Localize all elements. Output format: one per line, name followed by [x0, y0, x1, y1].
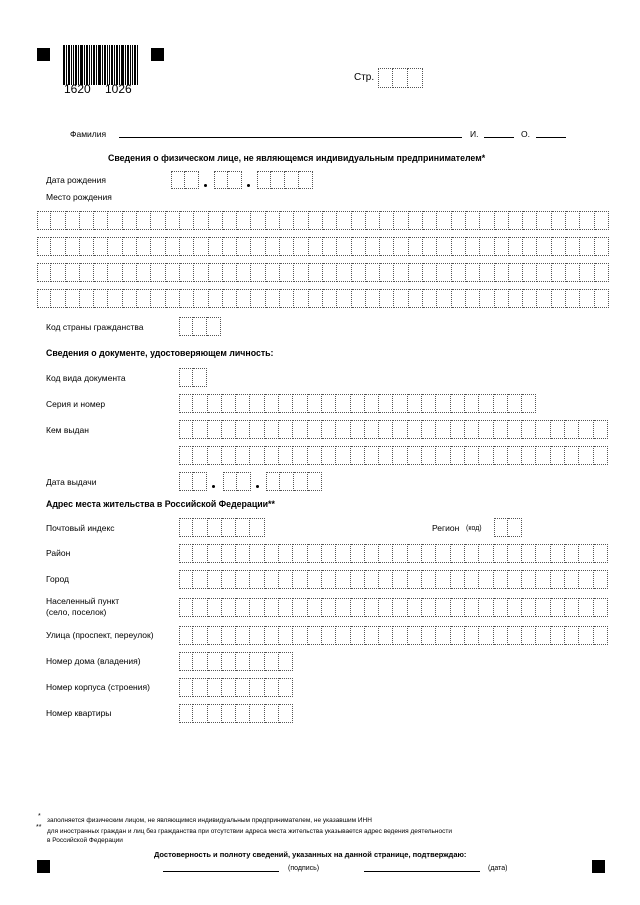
corner-marker-bottom-left [37, 860, 50, 873]
footnote-star-1: * [38, 813, 41, 820]
city-label: Город [46, 574, 69, 584]
page-label: Стр. [354, 72, 375, 83]
district-label: Район [46, 548, 71, 558]
birth-day-cells[interactable] [171, 171, 199, 189]
series-number-label: Серия и номер [46, 399, 106, 409]
issued-by-cells-row-1[interactable] [179, 420, 608, 439]
house-label: Номер дома (владения) [46, 656, 141, 666]
building-label: Номер корпуса (строения) [46, 682, 150, 692]
apartment-label: Номер квартиры [46, 708, 112, 718]
initial-i-label: И. [470, 129, 479, 139]
surname-label: Фамилия [70, 129, 107, 139]
footnote-2-line-1: для иностранных граждан и лиц без гражданства при отсутствии адреса места жительства указывается адрес ведения деятельности [47, 828, 452, 835]
surname-line[interactable] [119, 137, 462, 138]
postal-code-cells[interactable] [179, 518, 265, 537]
postal-code-label: Почтовый индекс [46, 523, 115, 533]
date-caption: (дата) [488, 865, 508, 872]
issued-by-cells-row-2[interactable] [179, 446, 608, 465]
date-line[interactable] [364, 871, 480, 872]
birth-place-cells-row-3[interactable] [37, 263, 609, 282]
section-document-title: Сведения о документе, удостоверяющем личность: [46, 348, 274, 358]
issue-date-label: Дата выдачи [46, 477, 97, 487]
street-cells[interactable] [179, 626, 608, 645]
corner-marker-top-right [151, 48, 164, 61]
initial-i-line[interactable] [484, 137, 514, 138]
signature-line[interactable] [163, 871, 279, 872]
initial-o-label: О. [521, 129, 530, 139]
footnote-1: заполняется физическим лицом, не являющимся индивидуальным предпринимателем, не указавшим ИНН [47, 817, 372, 824]
barcode-number-right: 1026 [105, 82, 132, 96]
birth-date-dot-1 [204, 184, 207, 187]
issue-date-dot-2 [256, 485, 259, 488]
issued-by-label: Кем выдан [46, 425, 89, 435]
footnote-star-2: ** [36, 824, 42, 831]
section-address-title: Адрес места жительства в Российской Федерации** [46, 499, 275, 509]
series-number-cells[interactable] [179, 394, 536, 413]
doc-type-code-cells[interactable] [179, 368, 207, 387]
page-number-cells[interactable] [378, 68, 423, 88]
corner-marker-bottom-right [592, 860, 605, 873]
birth-place-cells-row-4[interactable] [37, 289, 609, 308]
street-label: Улица (проспект, переулок) [46, 630, 154, 640]
house-cells[interactable] [179, 652, 293, 671]
settlement-label-line-2: (село, поселок) [46, 607, 107, 617]
doc-type-code-label: Код вида документа [46, 373, 126, 383]
region-label: Регион [432, 523, 460, 533]
confirmation-text: Достоверность и полноту сведений, указанных на данной странице, подтверждаю: [154, 850, 467, 859]
initial-o-line[interactable] [536, 137, 566, 138]
building-cells[interactable] [179, 678, 293, 697]
barcode [63, 45, 139, 85]
birth-date-label: Дата рождения [46, 175, 106, 185]
corner-marker-top-left [37, 48, 50, 61]
section-person-title: Сведения о физическом лице, не являющемся индивидуальным предпринимателем* [108, 153, 486, 163]
city-cells[interactable] [179, 570, 608, 589]
signature-caption: (подпись) [288, 865, 320, 872]
birth-date-dot-2 [247, 184, 250, 187]
district-cells[interactable] [179, 544, 608, 563]
settlement-cells[interactable] [179, 598, 608, 617]
issue-date-dot-1 [212, 485, 215, 488]
birth-place-label: Место рождения [46, 192, 112, 202]
region-code-cells[interactable] [494, 518, 522, 537]
settlement-label-line-1: Населенный пункт [46, 596, 120, 606]
issue-month-cells[interactable] [223, 472, 251, 491]
footnote-2-line-2: в Российской Федерации [47, 837, 123, 844]
citizenship-code-cells[interactable] [179, 317, 221, 336]
issue-year-cells[interactable] [266, 472, 322, 491]
citizenship-code-label: Код страны гражданства [46, 322, 144, 332]
region-hint: (код) [466, 525, 482, 532]
barcode-number-left: 1620 [64, 82, 91, 96]
apartment-cells[interactable] [179, 704, 293, 723]
birth-place-cells-row-2[interactable] [37, 237, 609, 256]
birth-month-cells[interactable] [214, 171, 242, 189]
issue-day-cells[interactable] [179, 472, 207, 491]
birth-year-cells[interactable] [257, 171, 313, 189]
birth-place-cells-row-1[interactable] [37, 211, 609, 230]
